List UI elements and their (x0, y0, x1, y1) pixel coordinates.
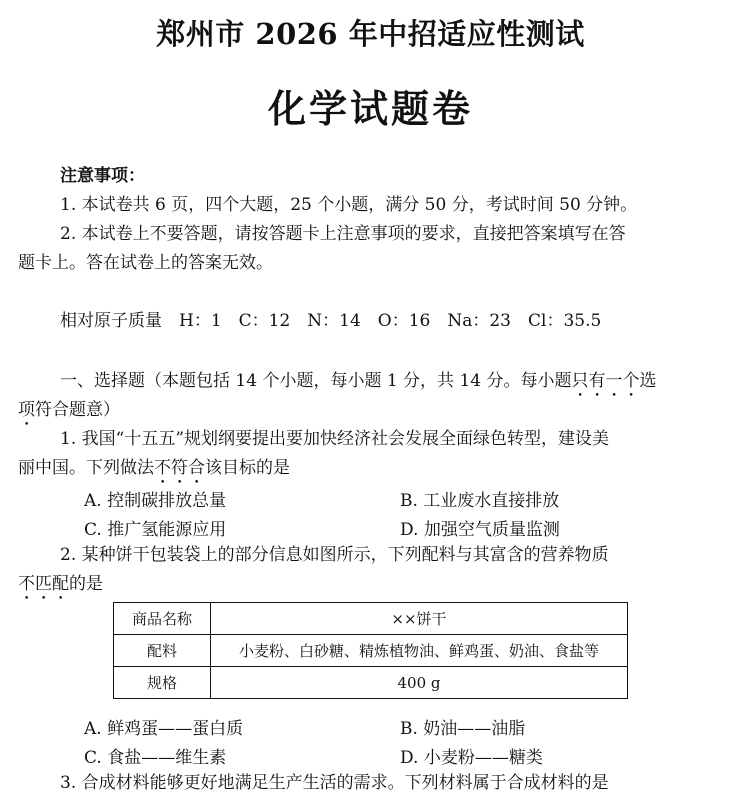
question-1-text-end: 该目标的是 (205, 458, 290, 478)
question-1-option-d: D. 加强空气质量监测 (400, 520, 560, 540)
table-row (114, 667, 628, 699)
emphasis-text: 不匹配 (18, 574, 69, 594)
notice-heading: 注意事项： (60, 166, 145, 186)
section-1-text: 一、选择题（本题包括 14 个小题，每小题 1 分，共 14 分。每小题 (60, 371, 572, 391)
emphasis-text: 项 (18, 400, 35, 420)
question-2-text-end: 的是 (69, 574, 103, 594)
question-2-option-d: D. 小麦粉——糖类 (400, 748, 543, 768)
notice-item-2-line-1: 2. 本试卷上不要答题，请按答题卡上注意事项的要求，直接把答案填写在答 (60, 224, 626, 244)
section-1-text-end: 选 (639, 371, 657, 391)
table-row (114, 603, 628, 635)
notice-item-1: 1. 本试卷共 6 页，四个大题，25 个小题，满分 50 分，考试时间 50 分钟。 (60, 195, 638, 215)
table-value-cell: 小麦粉、白砂糖、精炼植物油、鲜鸡蛋、奶油、食盐等 (211, 635, 628, 667)
question-1-line-2 (18, 457, 290, 488)
question-1-option-b: B. 工业废水直接排放 (400, 491, 560, 511)
notice-item-2-line-2: 题卡上。答在试卷上的答案无效。 (18, 253, 273, 273)
table-label-cell: 规格 (114, 667, 211, 699)
product-info-table (113, 602, 628, 699)
table-row (114, 635, 628, 667)
table-label-cell: 商品名称 (114, 603, 211, 635)
question-1-line-1: 1. 我国“十五五”规划纲要提出要加快经济社会发展全面绿色转型，建设美 (60, 429, 610, 449)
table-value-cell: ××饼干 (211, 603, 628, 635)
section-1-text: 符合题意） (35, 400, 120, 420)
section-1-heading-line-2 (18, 399, 120, 430)
question-2-option-b: B. 奶油——油脂 (400, 719, 526, 739)
atomic-mass-line: 相对原子质量 H：1 C：12 N：14 O：16 Na：23 Cl：35.5 (60, 311, 602, 331)
question-1-option-a: A. 控制碳排放总量 (84, 491, 227, 511)
question-2-option-a: A. 鲜鸡蛋——蛋白质 (84, 719, 244, 739)
table-value-cell: 400 g (211, 667, 628, 699)
exam-title: 郑州市 2026 年中招适应性测试 (156, 17, 585, 51)
question-2-line-1: 2. 某种饼干包装袋上的部分信息如图所示，下列配料与其富含的营养物质 (60, 545, 609, 565)
question-3-line-1: 3. 合成材料能够更好地满足生产生活的需求。下列材料属于合成材料的是 (60, 773, 609, 793)
question-1-text: 丽中国。下列做法 (18, 458, 154, 478)
section-1-heading-line-1 (60, 370, 657, 401)
exam-subtitle: 化学试题卷 (267, 86, 473, 131)
table-label-cell: 配料 (114, 635, 211, 667)
emphasis-text: 不符合 (154, 458, 205, 478)
question-2-option-c: C. 食盐——维生素 (84, 748, 227, 768)
emphasis-text: 只有一个 (571, 371, 640, 391)
question-1-option-c: C. 推广氢能源应用 (84, 520, 227, 540)
question-2-line-2 (18, 573, 103, 604)
